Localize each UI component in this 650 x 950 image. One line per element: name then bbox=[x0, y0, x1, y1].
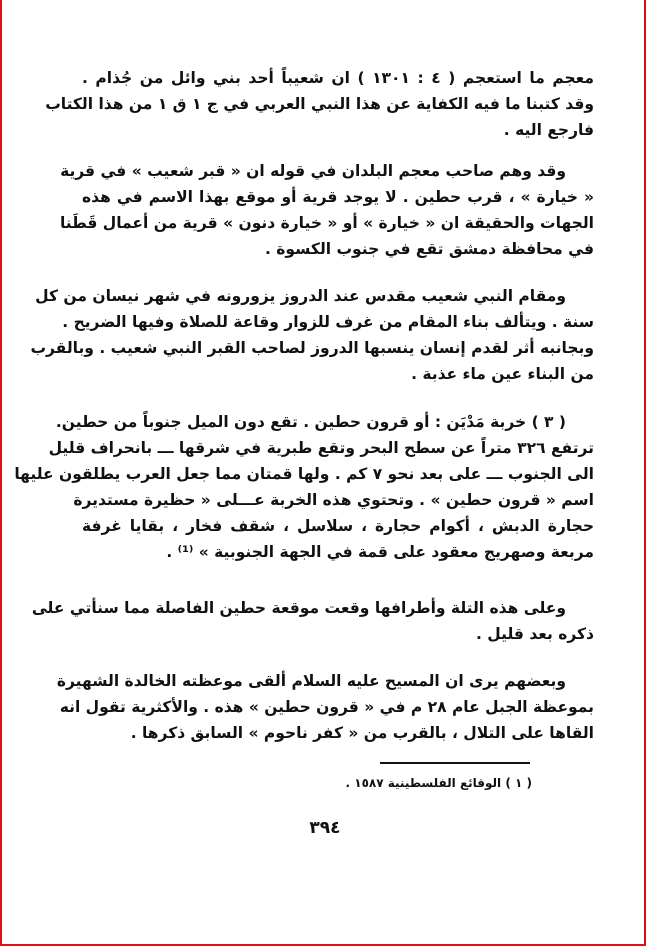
footnote-divider bbox=[380, 762, 530, 764]
text-line: الى الجنوب ـــ على بعد نحو ٧ كم . ولها قمتان مما جعل العرب يطلقون عليها bbox=[14, 465, 594, 483]
text-line: معجم ما استعجم ( ٤ : ١٣٠١ ) ان شعيباً أحد بني وائل من جُذام . bbox=[82, 69, 595, 87]
text-line: الجهات والحقيقة ان « خيارة » أو « خيارة دنون » قرية من أعمال قَطَنا bbox=[59, 214, 594, 232]
text-line: مربعة وصهريج معقود على قمة في الجهة الجنوبية » ⁽¹⁾ . bbox=[166, 543, 594, 561]
text-line: وبجانبه أثر لقدم إنسان ينسبها الدروز لصاحب القبر النبي شعيب . وبالقرب bbox=[30, 339, 594, 357]
text-line: فارجع اليه . bbox=[503, 121, 594, 139]
text-line: بموعظة الجبل عام ٢٨ م في « قرون حطين » هذه . والأكثرية تقول انه bbox=[59, 698, 594, 716]
text-line: وبعضهم يرى ان المسيح عليه السلام ألقى موعظته الخالدة الشهيرة bbox=[56, 672, 566, 690]
text-line: وقد كتبنا ما فيه الكفاية عن هذا النبي العربي في ج ١ ق ١ من هذا الكتاب bbox=[45, 95, 594, 113]
text-line: في محافظة دمشق تقع في جنوب الكسوة . bbox=[265, 240, 594, 258]
text-line: وقد وهم صاحب معجم البلدان في قوله ان « قبر شعيب » في قرية bbox=[60, 162, 566, 180]
text-line: ذكره بعد قليل . bbox=[476, 625, 594, 643]
text-line: ( ٣ ) خربة مَدْيَن : أو قرون حطين . تقع دون الميل جنوباً من حطين. bbox=[55, 413, 566, 431]
text-line: ومقام النبي شعيب مقدس عند الدروز يزورونه في شهر نيسان من كل bbox=[35, 287, 566, 305]
text-line: من البناء عين ماء عذبة . bbox=[411, 365, 594, 383]
text-line: حجارة الدبش ، أكوام حجارة ، سلاسل ، شقف فخار ، بقايا غرفة bbox=[82, 517, 594, 535]
footnote: ( ١ ) الوقائع الفلسطينية ١٥٨٧ . bbox=[345, 776, 532, 790]
text-line: اسم « قرون حطين » . وتحتوي هذه الخربة عـــلى « حظيرة مستديرة bbox=[73, 491, 594, 509]
text-line: سنة . ويتألف بناء المقام من غرف للزوار وقاعة للصلاة وفيها الضريح . bbox=[62, 313, 594, 331]
text-line: « خيارة » ، قرب حطين . لا يوجد قرية أو موقع بهذا الاسم في هذه bbox=[82, 188, 594, 206]
text-line: ترتفع ٣٢٦ متراً عن سطح البحر وتقع طبرية في شرقها ـــ بانحراف قليل bbox=[48, 439, 594, 457]
text-line: القاها على التلال ، بالقرب من « كفر ناحوم » السابق ذكرها . bbox=[130, 724, 594, 742]
text-line: وعلى هذه التلة وأطرافها وقعت موقعة حطين الفاصلة مما سنأتي على bbox=[31, 599, 566, 617]
page-number: ٣٩٤ bbox=[309, 818, 341, 838]
